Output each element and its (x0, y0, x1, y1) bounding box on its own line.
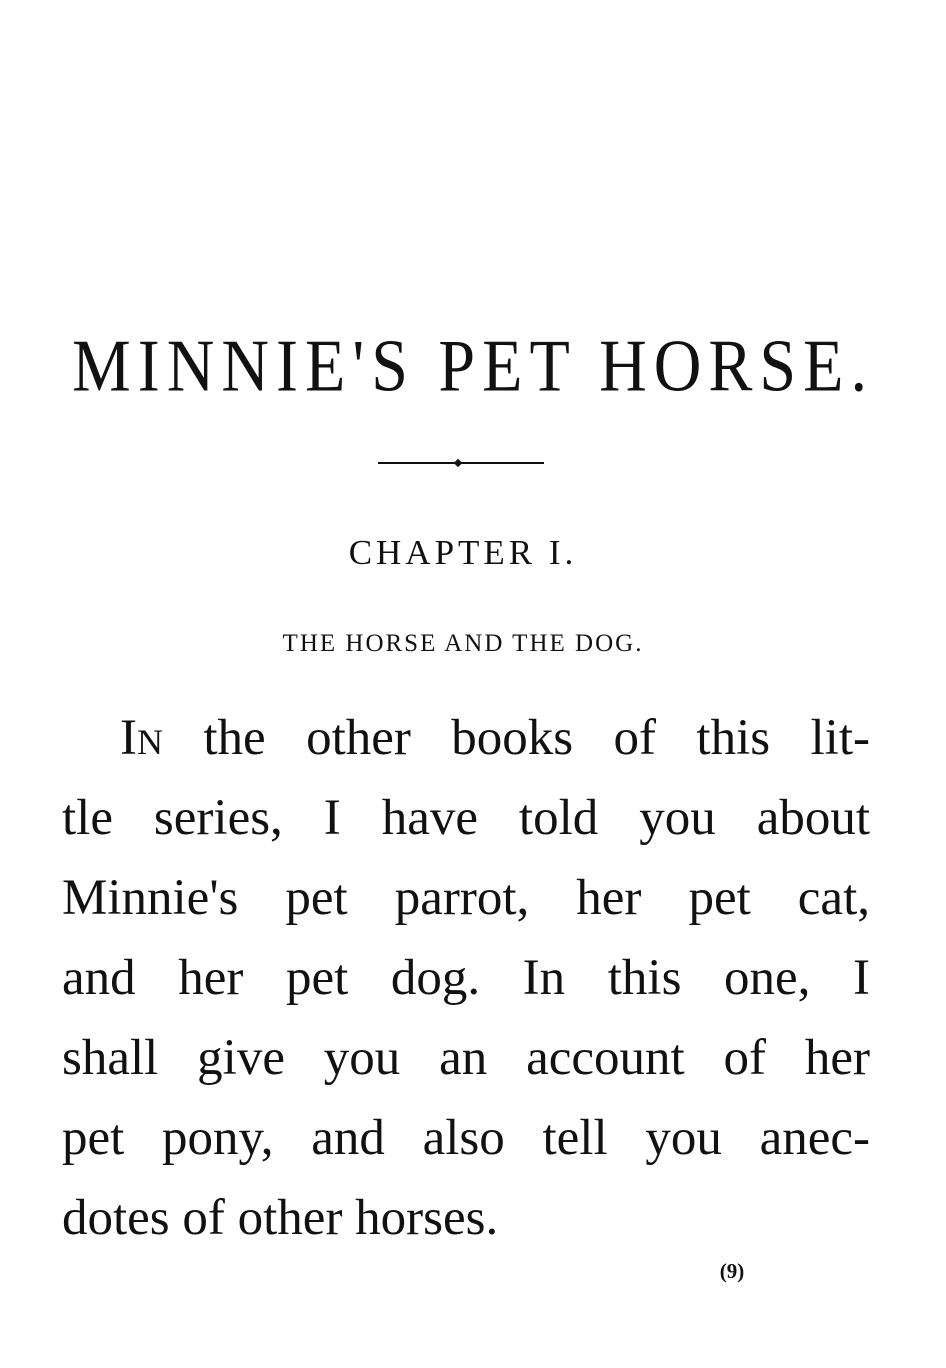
title-ornament-rule (378, 460, 544, 466)
book-title: MINNIE'S PET HORSE. (72, 325, 874, 408)
body-line: pet pony, and also tell you anec- (62, 1110, 870, 1166)
body-line (62, 698, 870, 778)
body-line: tle series, I have told you about (62, 790, 870, 846)
body-line: dotes of other horses. (62, 1190, 499, 1246)
body-line: shall give you an account of her (62, 1030, 870, 1086)
chapter-heading: CHAPTER I. (348, 533, 578, 572)
body-line-text: the other books of this lit- (162, 710, 870, 766)
page-number: (9) (719, 1259, 745, 1283)
ornament-diamond-icon (454, 459, 462, 467)
body-line: Minnie's pet parrot, her pet cat, (62, 870, 870, 926)
chapter-title: THE HORSE AND THE DOG. (282, 630, 644, 657)
body-line: and her pet dog. In this one, I (62, 950, 870, 1006)
chapter-body-text (62, 698, 870, 1258)
dropcap-word: In (120, 710, 163, 766)
